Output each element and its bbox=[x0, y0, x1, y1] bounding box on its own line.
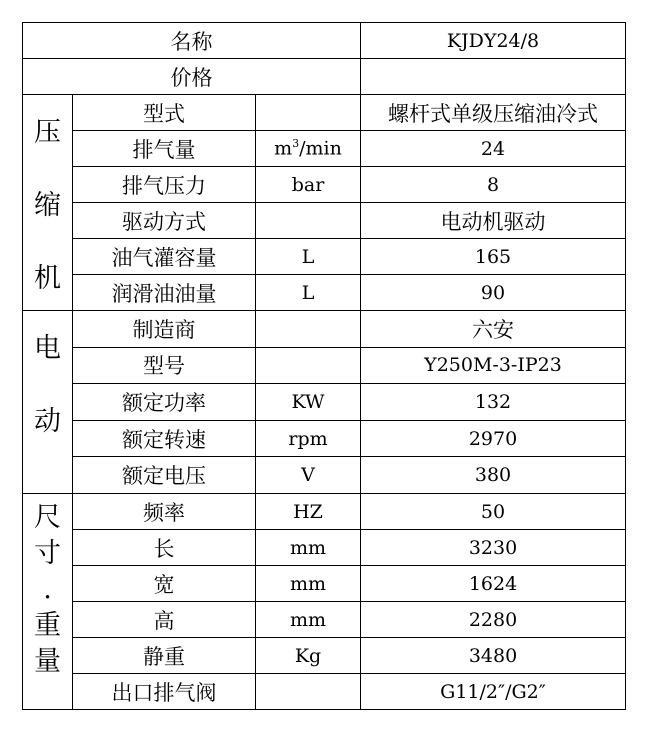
group-char: 电 bbox=[34, 333, 61, 364]
row-value: 3480 bbox=[361, 638, 626, 674]
row-value: 螺杆式单级压缩油冷式 bbox=[361, 95, 626, 131]
row-unit: L bbox=[256, 239, 361, 275]
unit-superscript: 3 bbox=[292, 137, 300, 151]
table-row bbox=[23, 494, 626, 530]
row-label: 润滑油油量 bbox=[73, 275, 256, 311]
table-row bbox=[23, 638, 626, 674]
row-value: G11/2″/G2″ bbox=[361, 674, 626, 710]
table-row bbox=[23, 602, 626, 638]
row-unit: bar bbox=[256, 167, 361, 203]
row-unit: V bbox=[256, 457, 361, 494]
row-unit bbox=[256, 347, 361, 384]
group-char: 尺 bbox=[34, 502, 61, 533]
table-row bbox=[23, 239, 626, 275]
row-unit bbox=[256, 131, 361, 167]
row-value: 3230 bbox=[361, 530, 626, 566]
row-value: 六安 bbox=[361, 311, 626, 348]
price-row bbox=[23, 59, 626, 95]
group-char: 压 bbox=[34, 117, 61, 148]
row-label: 制造商 bbox=[73, 311, 256, 348]
table-row bbox=[23, 167, 626, 203]
name-row bbox=[23, 23, 626, 59]
row-value: 50 bbox=[361, 494, 626, 530]
group-char: 机 bbox=[34, 263, 61, 294]
table-row bbox=[23, 311, 626, 348]
row-value: Y250M-3-IP23 bbox=[361, 347, 626, 384]
row-label: 额定转速 bbox=[73, 420, 256, 457]
group-char: . bbox=[43, 574, 52, 605]
unit-base: m bbox=[274, 137, 293, 160]
row-value: 2970 bbox=[361, 420, 626, 457]
table-row bbox=[23, 674, 626, 710]
group-char: 动 bbox=[34, 406, 61, 437]
row-label: 驱动方式 bbox=[73, 203, 256, 239]
row-unit: HZ bbox=[256, 494, 361, 530]
row-value: 电动机驱动 bbox=[361, 203, 626, 239]
row-label: 静重 bbox=[73, 638, 256, 674]
group-char: 重 bbox=[34, 610, 61, 641]
spec-table bbox=[22, 22, 626, 710]
row-value: 2280 bbox=[361, 602, 626, 638]
price-value bbox=[361, 59, 626, 95]
row-label: 频率 bbox=[73, 494, 256, 530]
price-label: 价格 bbox=[23, 59, 361, 95]
table-row bbox=[23, 530, 626, 566]
row-unit bbox=[256, 674, 361, 710]
row-label: 额定功率 bbox=[73, 384, 256, 421]
row-label: 宽 bbox=[73, 566, 256, 602]
compressor-group-label bbox=[23, 95, 73, 311]
row-label: 型式 bbox=[73, 95, 256, 131]
row-unit: Kg bbox=[256, 638, 361, 674]
row-label: 排气压力 bbox=[73, 167, 256, 203]
row-label: 长 bbox=[73, 530, 256, 566]
table-row bbox=[23, 566, 626, 602]
row-unit bbox=[256, 203, 361, 239]
motor-group-label bbox=[23, 311, 73, 494]
row-unit bbox=[256, 95, 361, 131]
row-label: 油气灌容量 bbox=[73, 239, 256, 275]
row-unit: L bbox=[256, 275, 361, 311]
row-unit bbox=[256, 311, 361, 348]
table-row bbox=[23, 275, 626, 311]
row-unit: KW bbox=[256, 384, 361, 421]
unit-rest: /min bbox=[299, 137, 342, 160]
dimension-group-label bbox=[23, 494, 73, 710]
table-row bbox=[23, 347, 626, 384]
row-value: 132 bbox=[361, 384, 626, 421]
row-value: 90 bbox=[361, 275, 626, 311]
group-char: 缩 bbox=[34, 190, 61, 221]
row-value: 1624 bbox=[361, 566, 626, 602]
row-label: 额定电压 bbox=[73, 457, 256, 494]
row-label: 排气量 bbox=[73, 131, 256, 167]
group-char: 量 bbox=[34, 646, 61, 677]
table-row bbox=[23, 384, 626, 421]
row-unit: rpm bbox=[256, 420, 361, 457]
row-unit: mm bbox=[256, 602, 361, 638]
row-value: 8 bbox=[361, 167, 626, 203]
row-label: 高 bbox=[73, 602, 256, 638]
group-char: 寸 bbox=[34, 538, 61, 569]
table-row bbox=[23, 131, 626, 167]
row-value: 165 bbox=[361, 239, 626, 275]
row-label: 出口排气阀 bbox=[73, 674, 256, 710]
name-value: KJDY24/8 bbox=[361, 23, 626, 59]
table-row bbox=[23, 95, 626, 131]
table-row bbox=[23, 203, 626, 239]
row-value: 24 bbox=[361, 131, 626, 167]
table-row bbox=[23, 420, 626, 457]
row-unit: mm bbox=[256, 530, 361, 566]
row-unit: mm bbox=[256, 566, 361, 602]
table-row bbox=[23, 457, 626, 494]
row-value: 380 bbox=[361, 457, 626, 494]
name-label: 名称 bbox=[23, 23, 361, 59]
row-label: 型号 bbox=[73, 347, 256, 384]
